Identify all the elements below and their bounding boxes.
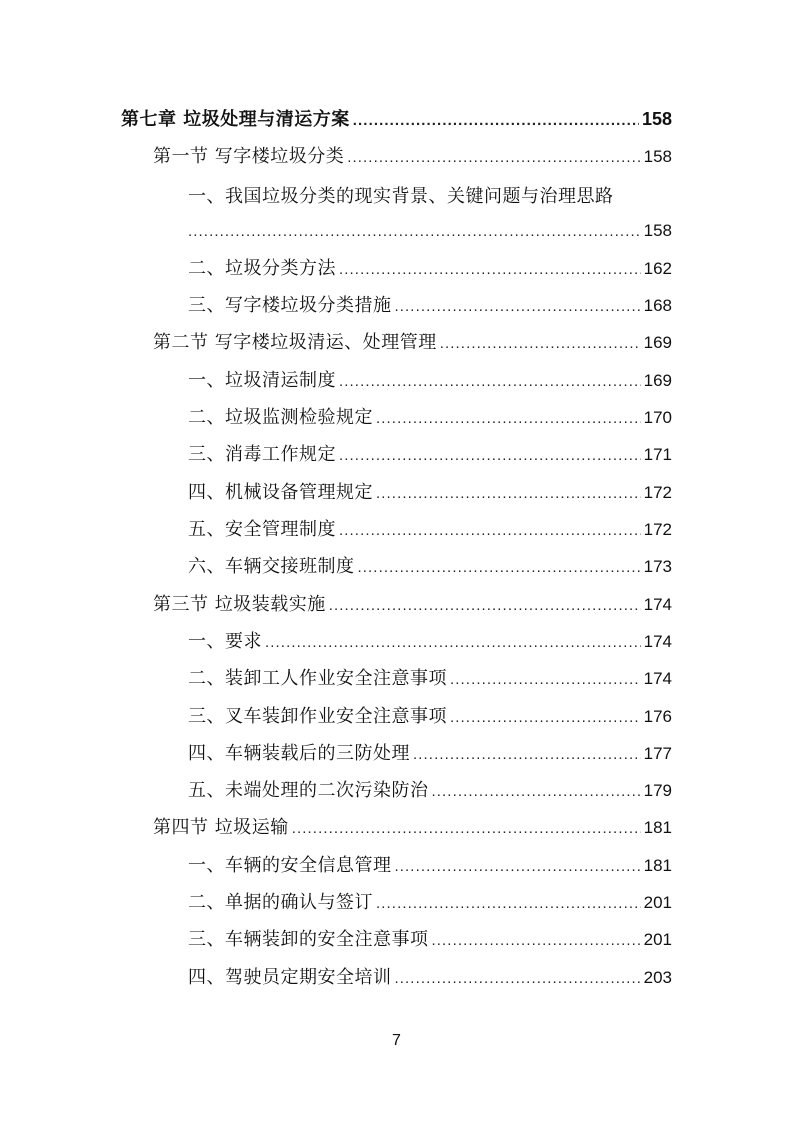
toc-item[interactable] (188, 854, 672, 879)
toc-entry-page: 203 (643, 968, 672, 987)
toc-item[interactable] (188, 742, 672, 767)
toc-item[interactable] (188, 705, 672, 730)
dot-leader (347, 146, 640, 170)
toc-entry-title: 二、垃圾监测检验规定 (188, 407, 373, 428)
toc-section-1[interactable] (153, 145, 672, 170)
toc-entry-title: 四、车辆装载后的三防处理 (188, 743, 410, 764)
toc-entry-page: 168 (643, 296, 672, 315)
toc-entry-page: 201 (643, 930, 672, 949)
toc-entry-title: 五、安全管理制度 (188, 519, 336, 540)
toc-entry-title: 二、单据的确认与签订 (188, 892, 373, 913)
dot-leader (450, 706, 641, 730)
toc-entry-page: 172 (643, 483, 672, 502)
toc-entry-title: 一、要求 (188, 631, 262, 652)
toc-section-3[interactable] (153, 593, 672, 618)
toc-entry-page: 181 (643, 856, 672, 875)
toc-chapter-7[interactable] (121, 107, 672, 133)
dot-leader (440, 332, 641, 356)
toc-entry-title: 第一节 写字楼垃圾分类 (153, 146, 345, 167)
toc-entry-title: 三、写字楼垃圾分类措施 (188, 295, 392, 316)
toc-entry-title: 三、消毒工作规定 (188, 444, 336, 465)
dot-leader (432, 929, 641, 953)
toc-entry-page: 174 (643, 669, 672, 688)
toc-entry-title: 一、车辆的安全信息管理 (188, 855, 392, 876)
dot-leader (376, 407, 641, 431)
dot-leader (376, 482, 641, 506)
toc-entry-title: 第七章 垃圾处理与清运方案 (121, 109, 350, 130)
toc-entry-page: 173 (643, 557, 672, 576)
toc-entry-page: 169 (643, 371, 672, 390)
toc-item[interactable] (188, 779, 672, 804)
dot-leader (188, 220, 641, 244)
toc-entry-title: 一、垃圾清运制度 (188, 370, 336, 391)
toc-entry-page: 176 (643, 707, 672, 726)
dot-leader (376, 892, 641, 916)
dot-leader (265, 631, 641, 655)
toc-entry-title: 三、车辆装卸的安全注意事项 (188, 929, 429, 950)
toc-entry-title: 六、车辆交接班制度 (188, 556, 355, 577)
toc-section-4[interactable] (153, 816, 672, 841)
toc-item-wrapped-title[interactable]: 一、我国垃圾分类的现实背景、关键问题与治理思路 (188, 186, 614, 207)
dot-leader (292, 817, 641, 841)
toc-entry-page: 174 (643, 632, 672, 651)
dot-leader (413, 743, 641, 767)
dot-leader (358, 556, 641, 580)
dot-leader (395, 295, 641, 319)
toc-item[interactable] (188, 518, 672, 543)
toc-entry-page: 162 (643, 259, 672, 278)
toc-item[interactable] (188, 481, 672, 506)
toc-entry-title: 二、装卸工人作业安全注意事项 (188, 668, 447, 689)
toc-item[interactable] (188, 257, 672, 282)
toc-item[interactable] (188, 555, 672, 580)
dot-leader (339, 370, 641, 394)
toc-item[interactable] (188, 443, 672, 468)
toc-entry-page: 171 (643, 445, 672, 464)
toc-entry-page: 158 (641, 109, 672, 129)
dot-leader (329, 594, 641, 618)
toc-entry-page: 170 (643, 408, 672, 427)
dot-leader (432, 780, 641, 804)
toc-entry-title: 三、叉车装卸作业安全注意事项 (188, 706, 447, 727)
dot-leader (353, 109, 639, 133)
dot-leader (339, 519, 641, 543)
toc-entry-page: 201 (643, 893, 672, 912)
toc-entry-title: 四、机械设备管理规定 (188, 482, 373, 503)
toc-entry-title: 第三节 垃圾装载实施 (153, 594, 326, 615)
toc-entry-page: 172 (643, 520, 672, 539)
toc-item[interactable] (188, 406, 672, 431)
toc-entry-page: 174 (643, 595, 672, 614)
toc-entry-title: 四、驾驶员定期安全培训 (188, 967, 392, 988)
toc-item[interactable] (188, 928, 672, 953)
toc-entry-page: 177 (643, 744, 672, 763)
toc-entry-page: 169 (643, 333, 672, 352)
dot-leader (395, 855, 641, 879)
toc-item-wrapped-continuation[interactable] (188, 219, 672, 244)
toc-item[interactable] (188, 294, 672, 319)
toc-entry-page: 158 (643, 147, 672, 166)
toc-entry-title: 第二节 写字楼垃圾清运、处理管理 (153, 332, 437, 353)
dot-leader (395, 967, 641, 991)
toc-item[interactable] (188, 630, 672, 655)
toc-entry-page: 158 (643, 221, 672, 240)
toc-entry-title: 第四节 垃圾运输 (153, 817, 289, 838)
toc-entry-page: 181 (643, 818, 672, 837)
toc-section-2[interactable] (153, 331, 672, 356)
toc-item[interactable] (188, 369, 672, 394)
toc-entry-title: 五、未端处理的二次污染防治 (188, 780, 429, 801)
toc-item[interactable] (188, 891, 672, 916)
toc-entry-title: 二、垃圾分类方法 (188, 258, 336, 279)
dot-leader (339, 258, 641, 282)
toc-item[interactable] (188, 667, 672, 692)
toc-item[interactable] (188, 966, 672, 991)
toc-entry-page: 179 (643, 781, 672, 800)
page-number: 7 (392, 1032, 401, 1049)
dot-leader (339, 444, 641, 468)
dot-leader (450, 668, 641, 692)
